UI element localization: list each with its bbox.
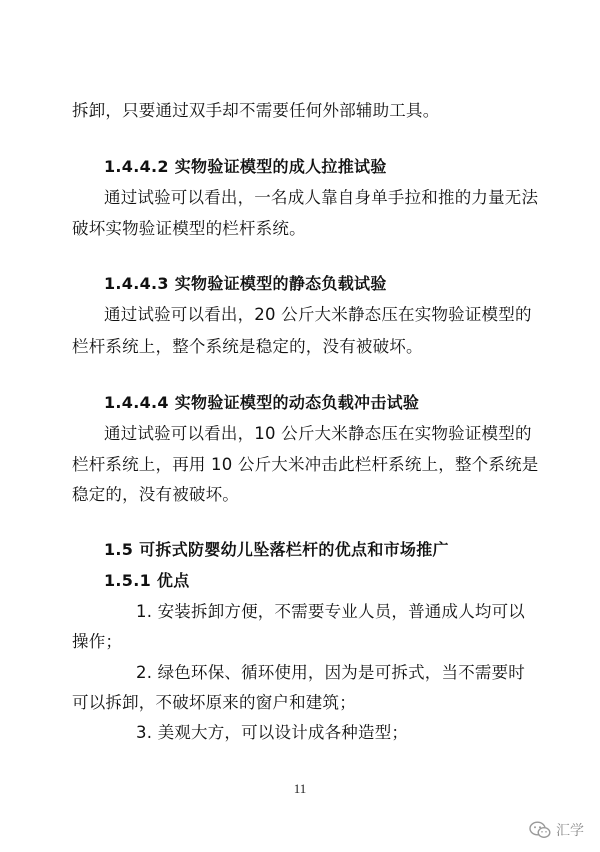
list-item-1-continuation: 操作； (72, 632, 123, 651)
paragraph-line: 栏杆系统上，再用 10 公斤大米冲击此栏杆系统上，整个系统是 (72, 455, 539, 474)
section-heading-1-4-4-2: 1.4.4.2 实物验证模型的成人拉推试验 (104, 157, 387, 176)
list-item-1: 1. 安装拆卸方便，不需要专业人员，普通成人均可以 (136, 602, 525, 621)
wechat-icon (529, 821, 551, 839)
list-item-3: 3. 美观大方，可以设计成各种造型； (136, 723, 409, 742)
paragraph-line: 破坏实物验证模型的栏杆系统。 (72, 219, 306, 238)
section-heading-1-5-1: 1.5.1 优点 (104, 571, 190, 590)
paragraph-line: 稳定的，没有被破坏。 (72, 485, 239, 504)
list-item-2: 2. 绿色环保、循环使用，因为是可拆式，当不需要时 (136, 663, 525, 682)
paragraph-line: 通过试验可以看出，20 公斤大米静态压在实物验证模型的 (104, 305, 532, 324)
section-heading-1-4-4-4: 1.4.4.4 实物验证模型的动态负载冲击试验 (104, 393, 420, 412)
paragraph-line: 通过试验可以看出，一名成人靠自身单手拉和推的力量无法 (104, 188, 539, 207)
watermark (529, 820, 584, 840)
paragraph-line: 拆卸，只要通过双手却不需要任何外部辅助工具。 (72, 101, 440, 120)
paragraph-line: 栏杆系统上，整个系统是稳定的，没有被破坏。 (72, 337, 423, 356)
watermark-label: 汇学 (556, 823, 584, 839)
list-item-2-continuation: 可以拆卸，不破坏原来的窗户和建筑； (72, 693, 356, 712)
page-number: 11 (293, 781, 307, 796)
section-heading-1-5: 1.5 可拆式防婴幼儿坠落栏杆的优点和市场推广 (104, 540, 449, 559)
paragraph-line: 通过试验可以看出，10 公斤大米静态压在实物验证模型的 (104, 424, 532, 443)
section-heading-1-4-4-3: 1.4.4.3 实物验证模型的静态负载试验 (104, 274, 387, 293)
